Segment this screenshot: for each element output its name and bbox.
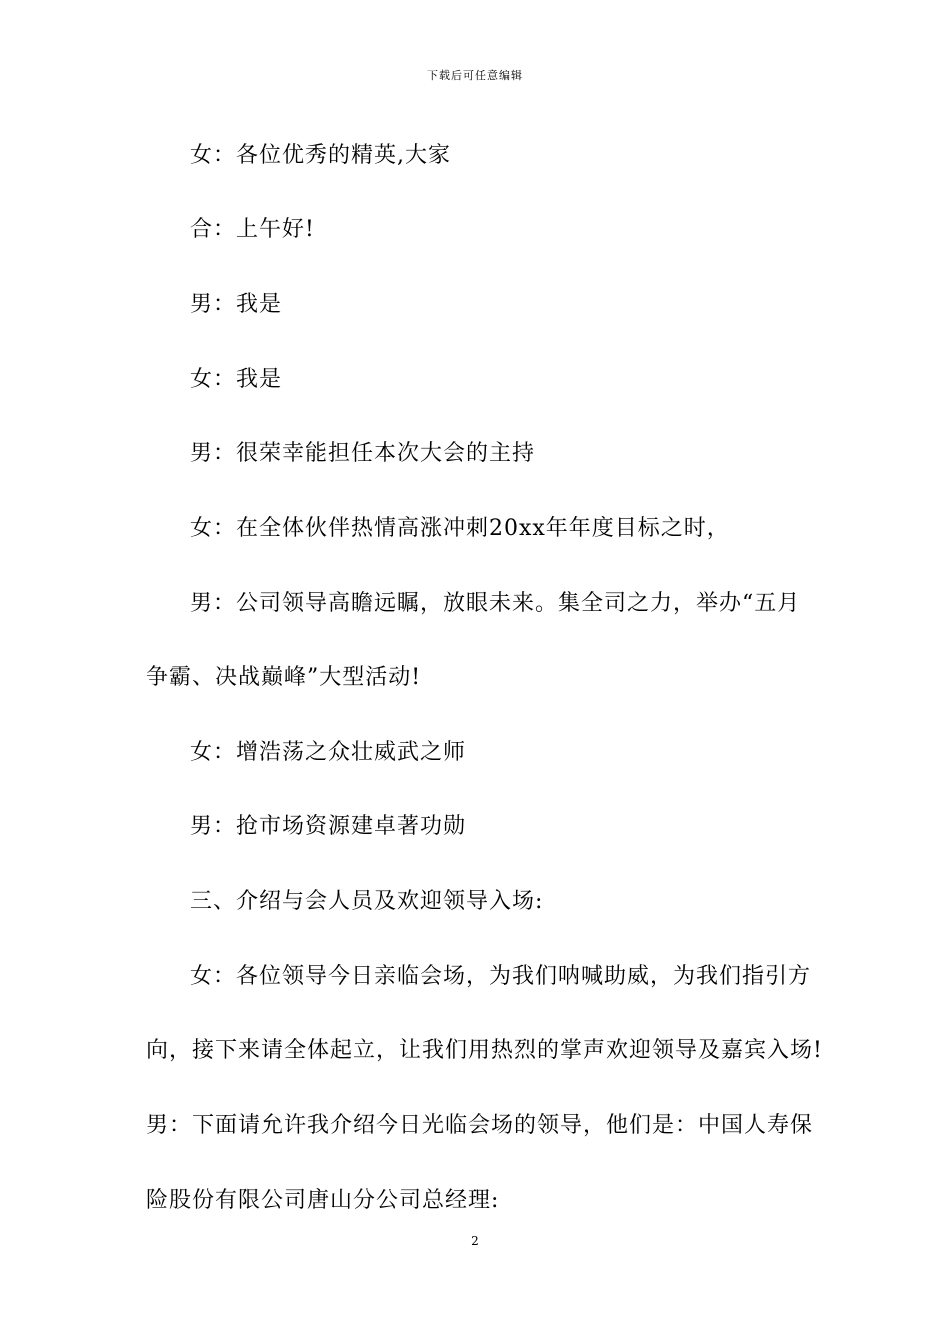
dialogue-line: 女：我是 — [190, 367, 283, 392]
dialogue-line: 女：各位优秀的精英,大家 — [190, 143, 451, 168]
dialogue-line: 合：上午好! — [190, 217, 315, 242]
dialogue-line: 女：各位领导今日亲临会场，为我们呐喊助威，为我们指引方 — [190, 964, 812, 989]
dialogue-line: 女：增浩荡之众壮威武之师 — [190, 740, 467, 765]
dialogue-line: 男：很荣幸能担任本次大会的主持 — [190, 441, 536, 466]
dialogue-line: 男：抢市场资源建卓著功勋 — [190, 814, 467, 839]
dialogue-line-continued: 险股份有限公司唐山分公司总经理: — [146, 1188, 500, 1213]
dialogue-line-continued: 争霸、决战巅峰”大型活动! — [146, 665, 422, 690]
dialogue-line: 男：公司领导高瞻远瞩，放眼未来。集全司之力，举办“五月 — [190, 591, 801, 616]
page-number: 2 — [471, 1234, 479, 1248]
dialogue-line: 男：我是 — [190, 292, 283, 317]
dialogue-line: 女：在全体伙伴热情高涨冲刺20xx年年度目标之时， — [190, 516, 730, 541]
dialogue-line-continued: 向，接下来请全体起立，让我们用热烈的掌声欢迎领导及嘉宾入场! — [146, 1038, 823, 1063]
section-heading: 三、介绍与会人员及欢迎领导入场: — [190, 889, 544, 914]
dialogue-line: 男：下面请允许我介绍今日光临会场的领导，他们是：中国人寿保 — [146, 1113, 814, 1138]
page-header: 下载后可任意编辑 — [427, 69, 523, 82]
